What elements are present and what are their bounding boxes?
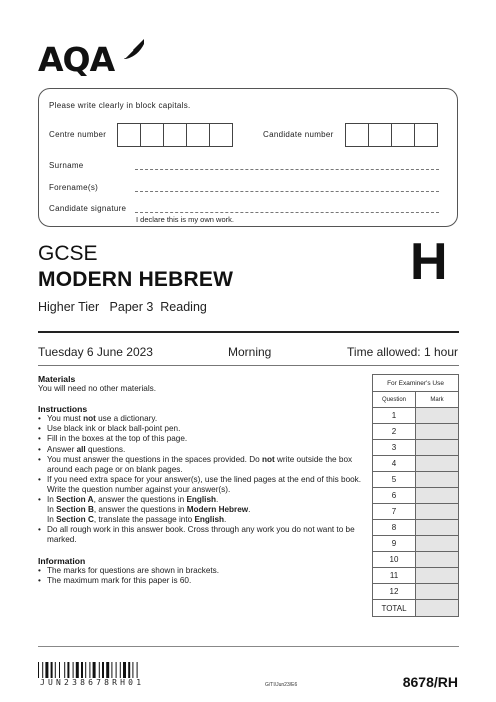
marks-row: [373, 520, 459, 536]
mark-cell[interactable]: [416, 472, 459, 488]
materials-section: [38, 374, 368, 394]
instruction-item: • You must not use a dictionary.: [38, 414, 368, 424]
barcode-bar: [76, 662, 79, 678]
instruction-item: • Do all rough work in this answer book. Cross through any work you do not want to be marked.: [38, 525, 368, 545]
instruction-item-sections: [38, 495, 368, 525]
barcode-bar: [89, 662, 90, 678]
barcode-bar: [99, 662, 100, 678]
section-b-instruction: In Section B, answer the questions in Modern Hebrew.: [47, 505, 251, 515]
examiner-table-title: For Examiner's Use: [373, 375, 459, 392]
divider-thin: [38, 365, 459, 366]
footer-divider: [38, 646, 459, 647]
instruction-item: • Fill in the boxes at the top of this page.: [38, 434, 368, 444]
surname-label: Surname: [49, 161, 84, 170]
aqa-logo: [38, 38, 148, 78]
barcode-text: JUN238678RH01: [40, 678, 145, 687]
leaf-icon: [122, 38, 146, 60]
mark-cell[interactable]: [416, 440, 459, 456]
barcode-bar: [67, 662, 69, 678]
time-allowed: Time allowed: 1 hour: [347, 345, 458, 359]
centre-digit-box[interactable]: [117, 123, 141, 147]
marks-row: [373, 584, 459, 600]
question-number-cell: 2: [373, 424, 416, 440]
section-a-instruction: • In Section A, answer the questions in English.: [47, 495, 219, 505]
barcode-bar: [51, 662, 53, 678]
barcode: [38, 662, 188, 678]
question-number-cell: 1: [373, 408, 416, 424]
subject-title: MODERN HEBREW: [38, 268, 234, 291]
mark-cell[interactable]: [416, 520, 459, 536]
exam-date: Tuesday 6 June 2023: [38, 345, 153, 359]
total-mark-cell[interactable]: [416, 600, 459, 617]
marks-row: [373, 552, 459, 568]
mark-cell[interactable]: [416, 456, 459, 472]
mark-cell[interactable]: [416, 536, 459, 552]
barcode-bar: [59, 662, 60, 678]
marks-row: [373, 408, 459, 424]
declaration-text: I declare this is my own work.: [136, 215, 234, 224]
instructions-heading: Instructions: [38, 404, 88, 415]
candidate-digit-box[interactable]: [391, 123, 415, 147]
question-number-cell: 12: [373, 584, 416, 600]
block-capitals-instruction: Please write clearly in block capitals.: [49, 101, 191, 110]
barcode-bar: [128, 662, 130, 678]
information-item: • The maximum mark for this paper is 60.: [38, 576, 368, 586]
barcode-bar: [123, 662, 126, 678]
question-number-cell: 10: [373, 552, 416, 568]
marks-row: [373, 424, 459, 440]
question-number-cell: 8: [373, 520, 416, 536]
barcode-bar: [64, 662, 65, 678]
candidate-digit-box[interactable]: [345, 123, 369, 147]
barcode-bar: [111, 662, 112, 678]
information-item: • The marks for questions are shown in brackets.: [38, 566, 368, 576]
barcode-bar: [42, 662, 43, 678]
barcode-bar: [38, 662, 39, 678]
qualification-title: GCSE: [38, 242, 98, 265]
specification-code: 8678/RH: [402, 674, 458, 690]
centre-number-boxes[interactable]: [117, 123, 232, 147]
marks-row: [373, 568, 459, 584]
barcode-bar: [137, 662, 138, 678]
mark-cell[interactable]: [416, 552, 459, 568]
mark-cell[interactable]: [416, 584, 459, 600]
centre-digit-box[interactable]: [163, 123, 187, 147]
surname-field[interactable]: [135, 169, 439, 170]
document-code: G/TI/Jun23/E6: [265, 682, 298, 688]
question-number-cell: 6: [373, 488, 416, 504]
marks-row: [373, 488, 459, 504]
candidate-details-box: [38, 88, 458, 227]
forenames-label: Forename(s): [49, 183, 99, 192]
barcode-bar: [45, 662, 48, 678]
barcode-bar: [73, 662, 74, 678]
mark-column-header: Mark: [416, 392, 459, 408]
candidate-number-boxes[interactable]: [345, 123, 437, 147]
barcode-bar: [120, 662, 121, 678]
marks-row: [373, 472, 459, 488]
instruction-item: • Use black ink or black ball-point pen.: [38, 424, 368, 434]
question-number-cell: 4: [373, 456, 416, 472]
centre-number-label: Centre number: [49, 130, 107, 139]
exam-session: Morning: [228, 345, 272, 359]
barcode-bar: [93, 662, 96, 678]
barcode-bar: [55, 662, 56, 678]
centre-digit-box[interactable]: [140, 123, 164, 147]
instruction-item: • You must answer the questions in the spaces provided. Do not write outside the box around each page or on blank pages.: [38, 455, 368, 475]
section-c-instruction: In Section C, translate the passage into English.: [47, 515, 227, 525]
mark-cell[interactable]: [416, 504, 459, 520]
question-number-cell: 5: [373, 472, 416, 488]
question-number-cell: 9: [373, 536, 416, 552]
marks-row: [373, 536, 459, 552]
mark-cell[interactable]: [416, 424, 459, 440]
barcode-bar: [102, 662, 104, 678]
logo-text: AQA: [38, 40, 115, 79]
candidate-digit-box[interactable]: [414, 123, 438, 147]
barcode-bar: [106, 662, 109, 678]
instruction-item: • If you need extra space for your answer(s), use the lined pages at the end of this book. Write the question number against your answer(s).: [38, 475, 368, 495]
barcode-bar: [81, 662, 83, 678]
mark-cell[interactable]: [416, 568, 459, 584]
candidate-digit-box[interactable]: [368, 123, 392, 147]
tier-letter: H: [410, 233, 448, 291]
question-column-header: Question: [373, 392, 416, 408]
instructions-section: [38, 404, 368, 545]
candidate-number-label: Candidate number: [263, 130, 334, 139]
marks-row: [373, 440, 459, 456]
question-number-cell: 7: [373, 504, 416, 520]
information-section: [38, 556, 368, 586]
instructions-panel: [38, 374, 368, 596]
mark-cell[interactable]: [416, 408, 459, 424]
barcode-bar: [132, 662, 133, 678]
instruction-item: • Answer all questions.: [38, 445, 368, 455]
barcode-bar: [85, 662, 86, 678]
mark-cell[interactable]: [416, 488, 459, 504]
examiner-marks-table: [372, 374, 459, 617]
forenames-field[interactable]: [135, 191, 439, 192]
tier-paper-text: Higher Tier Paper 3 Reading: [38, 300, 207, 314]
total-label: TOTAL: [373, 600, 416, 617]
centre-digit-box[interactable]: [186, 123, 210, 147]
materials-heading: Materials: [38, 374, 76, 384]
question-number-cell: 11: [373, 568, 416, 584]
signature-field[interactable]: [135, 212, 439, 213]
information-heading: Information: [38, 555, 86, 566]
marks-row: [373, 456, 459, 472]
marks-row: [373, 504, 459, 520]
question-number-cell: 3: [373, 440, 416, 456]
materials-text: You will need no other materials.: [38, 384, 157, 394]
barcode-bar: [116, 662, 117, 678]
divider-thick: [38, 331, 459, 333]
centre-digit-box[interactable]: [209, 123, 233, 147]
marks-rows: [373, 408, 459, 600]
signature-label: Candidate signature: [49, 204, 127, 213]
